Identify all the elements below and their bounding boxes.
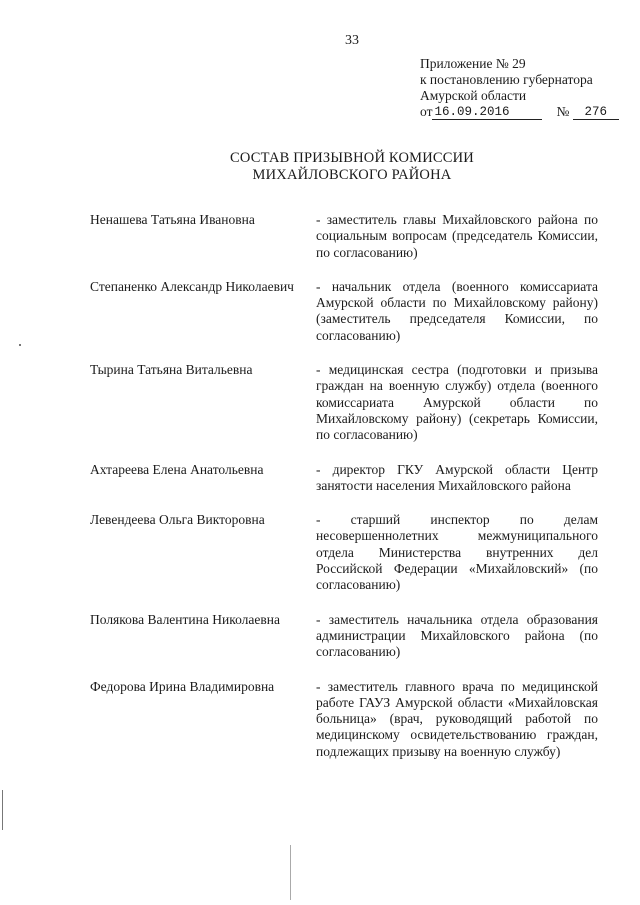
member-role: - старший инспектор по делам несовершеннолетних межмуниципального отдела Министерства внутренних дел Российской Федерации «Михайловский» (по согласованию) (316, 512, 598, 593)
resolution-date: 16.09.2016 (432, 105, 542, 120)
appendix-region: Амурской области (420, 88, 527, 103)
member-role: - медицинская сестра (подготовки и призыва граждан на военную службу) отдела (военного комиссариата Амурской области по Михайловскому району) (секретарь Комиссии, по согласованию) (316, 362, 598, 443)
member-role: - начальник отдела (военного комиссариата Амурской области по Михайловскому району) (заместитель председателя Комиссии, по согласованию) (316, 278, 598, 343)
title-line-2: МИХАЙЛОВСКОГО РАЙОНА (252, 167, 452, 183)
member-row (90, 512, 610, 593)
member-name: Левендеева Ольга Викторовна (90, 512, 265, 528)
member-name: Полякова Валентина Николаевна (90, 611, 280, 627)
appendix-title: Приложение № 29 (420, 56, 526, 71)
member-row (90, 362, 610, 443)
member-name: Ахтареева Елена Анатольевна (90, 461, 264, 477)
member-name: Ненашева Татьяна Ивановна (90, 212, 255, 227)
appendix-resolution-ref: к постановлению губернатора (420, 72, 593, 87)
member-name: Степаненко Александр Николаевич (90, 278, 294, 294)
date-prefix: от (420, 104, 433, 119)
appendix-header (420, 56, 620, 120)
member-role: - заместитель главы Михайловского района по социальным вопросам (председатель Комиссии, по согласованию) (316, 212, 598, 260)
commission-members-list (90, 212, 610, 760)
resolution-number: 276 (573, 105, 619, 120)
scan-artifact-dot (19, 344, 21, 346)
member-row (90, 462, 610, 495)
member-role: - заместитель начальника отдела образования администрации Михайловского района (по согласованию) (316, 611, 598, 660)
page-number: 33 (345, 33, 359, 48)
member-row (90, 212, 610, 261)
title-line-1: СОСТАВ ПРИЗЫВНОЙ КОМИССИИ (230, 150, 474, 166)
appendix-date-line (420, 104, 620, 120)
member-row (90, 612, 610, 661)
member-role: - заместитель главного врача по медицинской работе ГАУЗ Амурской области «Михайловская больница» (врач, руководящий работой по медицинскому освидетельствованию граждан, подлежащих призыву на военную службу) (316, 678, 598, 759)
member-name: Тырина Татьяна Витальевна (90, 362, 253, 378)
member-row (90, 279, 610, 344)
scan-artifact-center (290, 845, 291, 900)
member-row (90, 679, 610, 760)
number-sign: № (556, 104, 570, 119)
scan-artifact-left-margin (2, 790, 3, 830)
member-name: Федорова Ирина Владимировна (90, 678, 275, 694)
document-title (32, 150, 640, 184)
member-role: - директор ГКУ Амурской области Центр занятости населения Михайловского района (316, 461, 598, 493)
